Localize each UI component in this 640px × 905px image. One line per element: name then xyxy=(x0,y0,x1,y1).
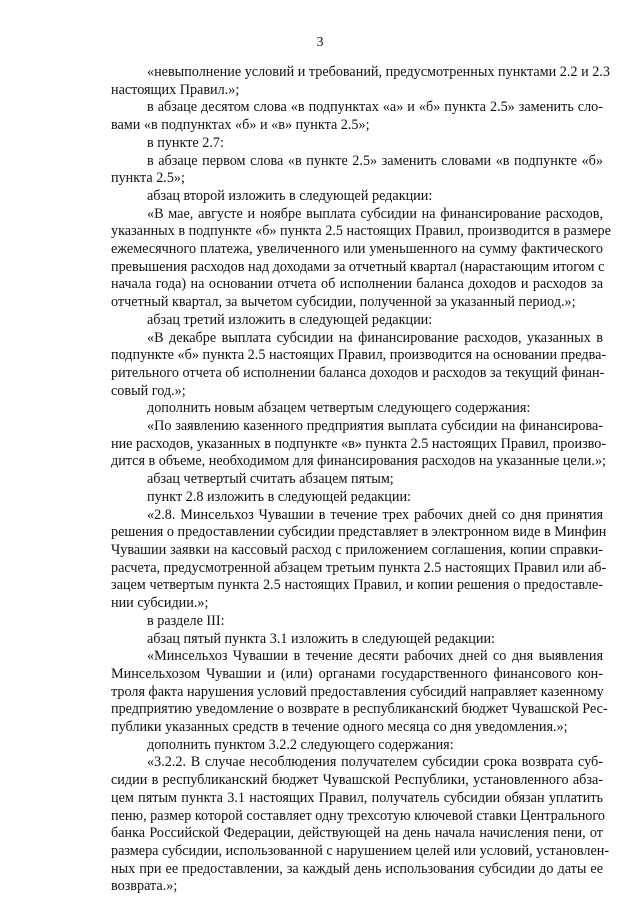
document-body xyxy=(111,64,611,896)
text-line: «В мае, августе и ноябре выплата субсидии на финансирование расходов, xyxy=(147,205,603,222)
page-number: 3 xyxy=(316,35,324,50)
text-line: предприятию уведомление о возврате в республиканский бюджет Чувашской Рес- xyxy=(111,701,608,718)
text-line: в абзаце первом слова «в пункте 2.5» заменить словами «в подпункте «б» xyxy=(147,152,603,169)
text-line: троля факта нарушения условий предоставления субсидий направляет казенному xyxy=(111,683,604,700)
text-line: Чувашии заявки на кассовый расход с приложением соглашения, копии справки- xyxy=(111,541,603,558)
text-line: пункт 2.8 изложить в следующей редакции: xyxy=(147,488,411,505)
text-line: ных при ее предоставлении, за каждый день использования субсидии до даты ее xyxy=(111,860,603,877)
text-line: в разделе III: xyxy=(147,612,225,629)
paragraph xyxy=(111,64,610,99)
paragraph xyxy=(111,613,603,631)
text-line: «В декабре выплата субсидии на финансирование расходов, указанных в xyxy=(147,329,603,346)
text-line: решения о предоставлении субсидии представляет в электронном виде в Минфин xyxy=(111,524,607,541)
text-line: цем пятым пункта 3.1 настоящих Правил, получатель субсидии обязан уплатить xyxy=(111,789,603,806)
text-line: ние расходов, указанных в подпункте «в» пункта 2.5 настоящих Правил, произво- xyxy=(111,435,607,452)
text-line: отчетный квартал, за вычетом субсидии, полученной за указанный период.»; xyxy=(111,294,576,311)
text-line: зацем четвертым пункта 2.5 настоящих Правил, и копии решения о предоставле- xyxy=(111,577,603,594)
paragraph xyxy=(111,754,610,896)
paragraph xyxy=(111,631,603,649)
text-line: пеню, размер которой составляет одну трехсотую ключевой ставки Центрального xyxy=(111,807,605,824)
text-line: «2.8. Минсельхоз Чувашии в течение трех рабочих дней со дня принятия xyxy=(147,506,603,523)
text-line: начала года) на основании отчета об исполнении баланса доходов и расходов за xyxy=(111,276,603,293)
paragraph xyxy=(111,99,603,134)
paragraph xyxy=(111,471,603,489)
paragraph xyxy=(111,648,608,737)
text-line: возврата.»; xyxy=(111,878,178,895)
text-line: указанных в подпункте «б» пункта 2.5 настоящих Правил, производится в размере xyxy=(111,223,611,240)
text-line: настоящих Правил.»; xyxy=(111,81,240,98)
text-line: «3.2.2. В случае несоблюдения получателем субсидии срока возврата суб- xyxy=(147,754,603,771)
text-line: расчета, предусмотренной абзацем третьим пункта 2.5 настоящих Правил или аб- xyxy=(111,559,607,576)
text-line: дополнить пунктом 3.2.2 следующего содержания: xyxy=(147,736,454,753)
paragraph xyxy=(111,205,611,312)
paragraph xyxy=(111,418,607,471)
text-line: абзац третий изложить в следующей редакции: xyxy=(147,311,433,328)
text-line: «Минсельхоз Чувашии в течение десяти рабочих дней со дня выявления xyxy=(147,648,603,665)
text-line: банка Российской Федерации, действующей на день начала начисления пени, от xyxy=(111,825,603,842)
text-line: «невыполнение условий и требований, предусмотренных пунктами 2.2 и 2.3 xyxy=(147,64,610,80)
text-line: дополнить новым абзацем четвертым следующего содержания: xyxy=(147,400,531,417)
text-line: совый год.»; xyxy=(111,382,186,399)
text-line: пункта 2.5»; xyxy=(111,170,185,187)
paragraph xyxy=(111,153,603,188)
text-line: абзац пятый пункта 3.1 изложить в следующей редакции: xyxy=(147,630,495,647)
text-line: превышения расходов над доходами за отчетный квартал (нарастающим итогом с xyxy=(111,258,605,275)
text-line: в абзаце десятом слова «в подпунктах «а» и «б» пункта 2.5» заменить сло- xyxy=(147,99,603,116)
text-line: абзац четвертый считать абзацем пятым; xyxy=(147,471,394,488)
paragraph xyxy=(111,489,603,507)
paragraph xyxy=(111,329,607,401)
text-line: дится в объеме, необходимом для финансирования расходов на указанные цели.»; xyxy=(111,453,606,470)
text-line: рительного отчета об исполнении баланса доходов и расходов за текущий финан- xyxy=(111,364,605,381)
text-line: в пункте 2.7: xyxy=(147,134,224,151)
text-line: «По заявлению казенного предприятия выплата субсидии на финансирова- xyxy=(147,418,603,435)
paragraph xyxy=(111,737,603,755)
text-line: публики указанных средств в течение одного месяца со дня уведомления.»; xyxy=(111,719,568,736)
paragraph xyxy=(111,135,603,153)
text-line: нии субсидии.»; xyxy=(111,595,209,612)
text-line: сидии в республиканский бюджет Чувашской Республики, установленного абза- xyxy=(111,772,603,789)
text-line: подпункте «б» пункта 2.5 настоящих Правил, производится на основании предва- xyxy=(111,347,607,364)
text-line: вами «в подпунктах «б» и «в» пункта 2.5»; xyxy=(111,117,370,134)
paragraph xyxy=(111,400,603,418)
paragraph xyxy=(111,312,603,330)
text-line: абзац второй изложить в следующей редакции: xyxy=(147,187,433,204)
text-line: ежемесячного платежа, увеличенного или уменьшенного на сумму фактического xyxy=(111,241,603,258)
text-line: Минсельхозом Чувашии и (или) органами государственного финансового кон- xyxy=(111,665,603,682)
text-line: размера субсидии, использованной с нарушением целей или условий, установлен- xyxy=(111,842,610,859)
paragraph xyxy=(111,506,607,613)
paragraph xyxy=(111,188,603,206)
